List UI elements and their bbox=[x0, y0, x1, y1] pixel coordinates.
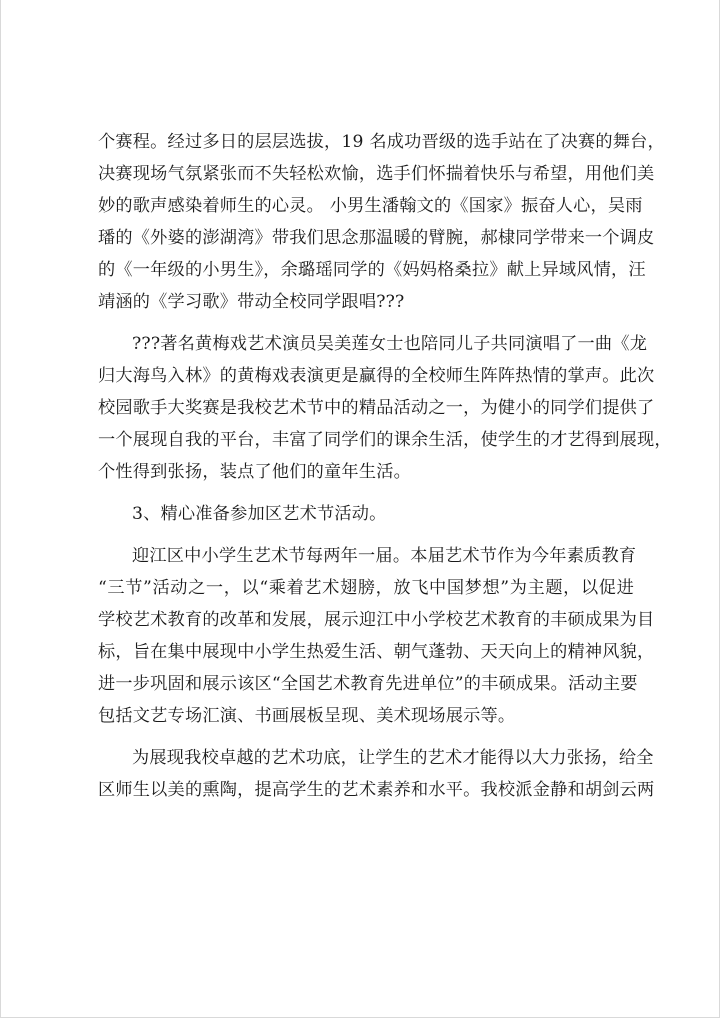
text-line: 归大海鸟入林》的黄梅戏表演更是赢得的全校师生阵阵热情的掌声。此次 bbox=[98, 366, 655, 386]
text-line: 包括文艺专场汇演、书画展板呈现、美术现场展示等。 bbox=[98, 706, 516, 726]
text-line: 决赛现场气氛紧张而不失轻松欢愉，选手们怀揣着快乐与希望，用他们美 bbox=[98, 164, 655, 184]
paragraph bbox=[98, 742, 655, 806]
text-line: 标，旨在集中展现中小学生热爱生活、朝气蓬勃、天天向上的精神风貌， bbox=[98, 642, 655, 662]
paragraph-gap bbox=[98, 530, 634, 540]
section-heading bbox=[98, 498, 634, 530]
text-line: 迎江区中小学生艺术节每两年一届。本届艺术节作为今年素质教育 bbox=[132, 546, 637, 566]
text-line: 为展现我校卓越的艺术功底，让学生的艺术才能得以大力张扬，给全 bbox=[132, 748, 654, 768]
text-line: 妙的歌声感染着师生的心灵。 小男生潘翰文的《国家》振奋人心，吴雨 bbox=[98, 196, 643, 216]
text-line: 个赛程。经过多日的层层选拔，19 名成功晋级的选手站在了决赛的舞台， bbox=[98, 132, 665, 152]
paragraph bbox=[98, 540, 655, 732]
text-line: 一个展现自我的平台，丰富了同学们的课余生活，使学生的才艺得到展现， bbox=[98, 430, 672, 450]
text-line: 璠的《外婆的澎湖湾》带我们思念那温暖的臂腕，郝棣同学带来一个调皮 bbox=[98, 228, 655, 248]
text-line: 学校艺术教育的改革和发展，展示迎江中小学校艺术教育的丰硕成果为目 bbox=[98, 610, 655, 630]
paragraph-gap bbox=[98, 318, 634, 328]
text-line: 的《一年级的小男生》，余璐瑶同学的《妈妈格桑拉》献上异域风情，汪 bbox=[98, 260, 646, 280]
paragraph-gap bbox=[98, 732, 634, 742]
text-line: 区师生以美的熏陶，提高学生的艺术素养和水平。我校派金静和胡剑云两 bbox=[98, 780, 655, 800]
text-line: 个性得到张扬，装点了他们的童年生活。 bbox=[98, 462, 411, 482]
paragraph bbox=[98, 126, 665, 318]
paragraph bbox=[98, 328, 672, 488]
text-line: “三节”活动之一，以“乘着艺术翅膀，放飞中国梦想”为主题，以促进 bbox=[98, 578, 634, 598]
text-line: ???著名黄梅戏艺术演员吴美莲女士也陪同儿子共同演唱了一曲《龙 bbox=[132, 334, 648, 354]
text-line: 靖涵的《学习歌》带动全校同学跟唱??? bbox=[98, 292, 405, 312]
text-line: 校园歌手大奖赛是我校艺术节中的精品活动之一，为健小的同学们提供了 bbox=[98, 398, 655, 418]
text-line: 进一步巩固和展示该区“全国艺术教育先进单位”的丰硕成果。活动主要 bbox=[98, 674, 638, 694]
heading-line: 3、精心准备参加区艺术节活动。 bbox=[132, 504, 387, 524]
paragraph-gap bbox=[98, 488, 634, 498]
document-body bbox=[98, 126, 672, 806]
